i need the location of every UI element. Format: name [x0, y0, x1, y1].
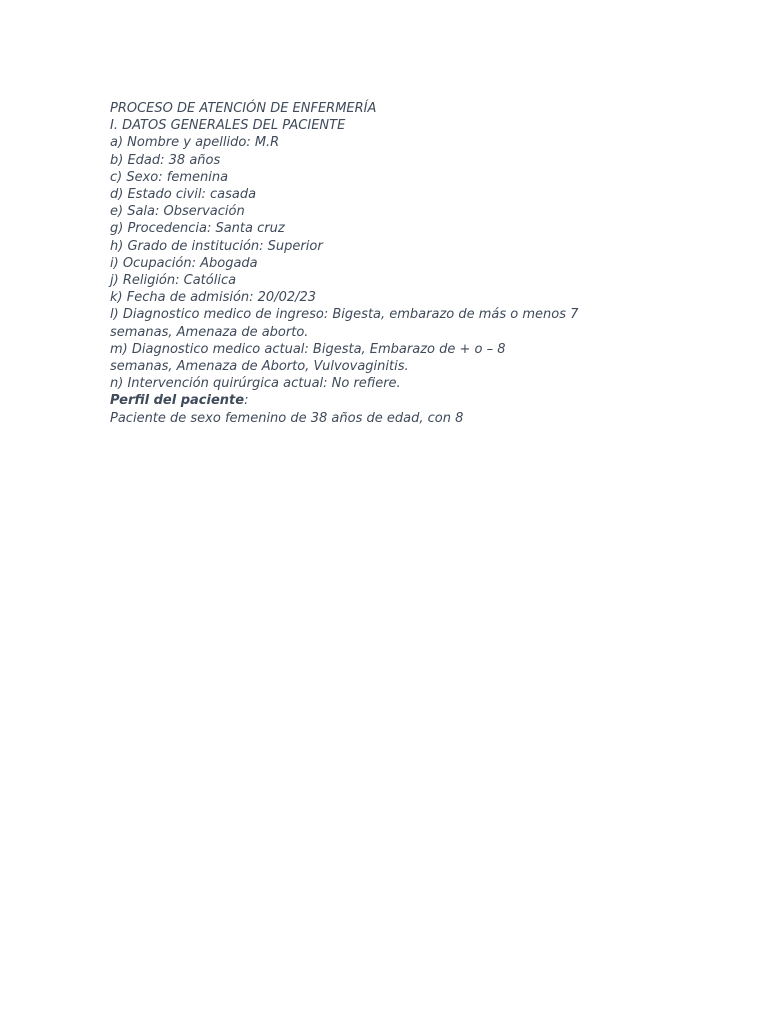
field-diag-actual-line2: semanas, Amenaza de Aborto, Vulvovaginitis. [110, 359, 409, 375]
field-grado: h) Grado de institución: Superior [110, 238, 323, 254]
field-procedencia: g) Procedencia: Santa cruz [110, 221, 285, 237]
section-heading: I. DATOS GENERALES DEL PACIENTE [110, 118, 346, 134]
field-intervencion: n) Intervención quirúrgica actual: No refiere. [110, 376, 401, 392]
field-sala: e) Sala: Observación [110, 204, 245, 220]
field-diag-ingreso-line1: l) Diagnostico medico de ingreso: Bigesta, embarazo de más o menos 7 [110, 307, 579, 323]
perfil-heading-colon: : [244, 393, 249, 409]
field-diag-ingreso-line2: semanas, Amenaza de aborto. [110, 324, 309, 340]
perfil-heading: Perfil del paciente [110, 393, 245, 409]
field-estado-civil: d) Estado civil: casada [110, 187, 257, 203]
perfil-text: Paciente de sexo femenino de 38 años de edad, con 8 [110, 410, 464, 426]
field-edad: b) Edad: 38 años [110, 152, 221, 168]
field-sexo: c) Sexo: femenina [110, 169, 229, 185]
field-religion: j) Religión: Católica [110, 273, 237, 289]
field-ocupacion: i) Ocupación: Abogada [110, 255, 258, 271]
field-diag-actual-line1: m) Diagnostico medico actual: Bigesta, Embarazo de + o – 8 [110, 341, 506, 357]
field-fecha: k) Fecha de admisión: 20/02/23 [110, 290, 317, 306]
document-title: PROCESO DE ATENCIÓN DE ENFERMERÍA [110, 101, 377, 116]
perfil-heading-line [110, 392, 670, 409]
document-body [110, 100, 670, 427]
field-nombre: a) Nombre y apellido: M.R [110, 135, 280, 151]
